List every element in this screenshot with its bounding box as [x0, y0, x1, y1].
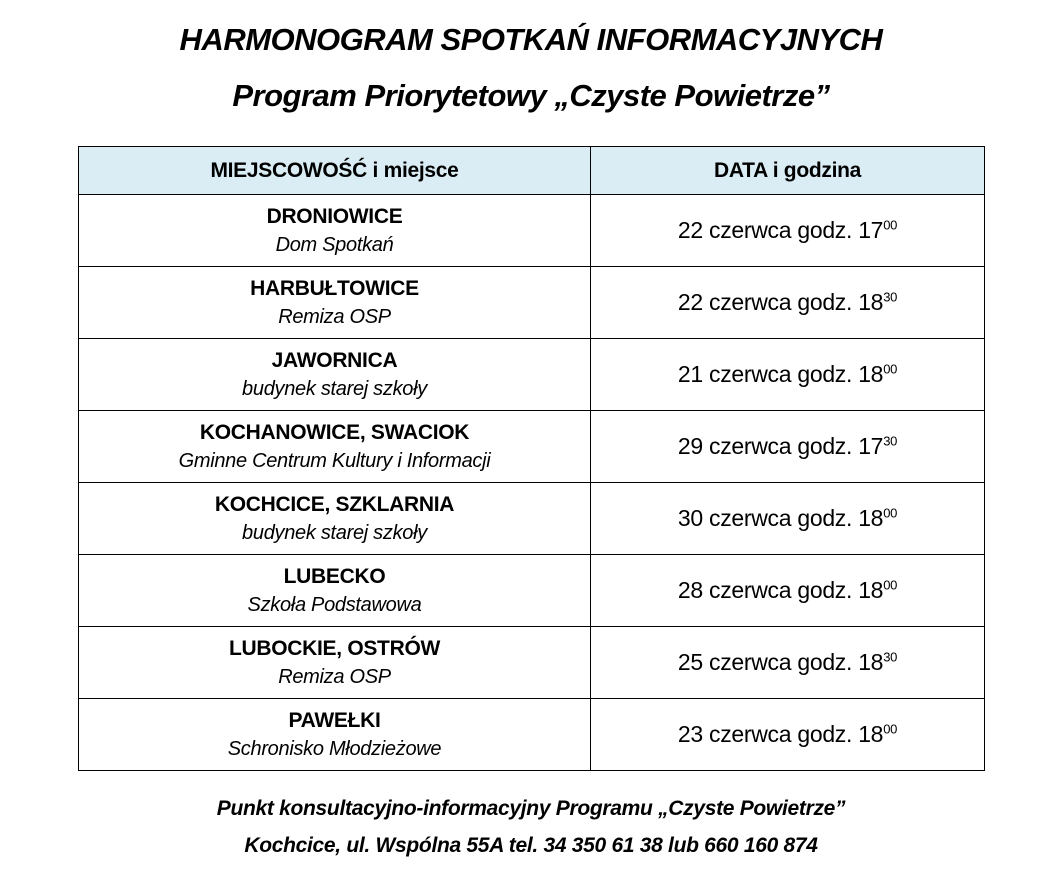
footer-contact-point: Punkt konsultacyjno-informacyjny Programu „Czyste Powietrze”: [216, 797, 846, 820]
place-name: KOCHANOWICE, SWACIOK: [199, 420, 470, 444]
minutes-superscript: 00: [883, 217, 898, 233]
table-row: [79, 483, 985, 555]
place-name: PAWEŁKI: [288, 708, 381, 732]
table-row: [79, 195, 985, 267]
meeting-datetime: 22 czerwca godz. $18^{30}$: [677, 289, 898, 315]
place-name: HARBUŁTOWICE: [250, 276, 419, 300]
minutes-superscript: 30: [883, 289, 898, 305]
table-row: [79, 627, 985, 699]
place-name: KOCHCICE, SZKLARNIA: [214, 492, 455, 516]
minutes-superscript: 00: [883, 505, 898, 521]
minutes-superscript: 00: [883, 721, 898, 737]
meeting-datetime: 21 czerwca godz. $18^{00}$: [677, 361, 898, 387]
minutes-superscript: 00: [883, 577, 898, 593]
column-header-place: MIEJSCOWOŚĆ i miejsce: [79, 147, 591, 195]
document-title: HARMONOGRAM SPOTKAŃ INFORMACYJNYCH: [179, 22, 883, 57]
table-row: [79, 267, 985, 339]
document-subtitle: Program Priorytetowy „Czyste Powietrze”: [232, 78, 830, 113]
place-name: LUBOCKIE, OSTRÓW: [228, 636, 441, 660]
place-name: DRONIOWICE: [266, 204, 403, 228]
footer-address-phone: Kochcice, ul. Wspólna 55A tel. 34 350 61 38 lub 660 160 874: [244, 834, 818, 857]
table-header-row: [79, 147, 985, 195]
meeting-datetime: 28 czerwca godz. $18^{00}$: [677, 577, 898, 603]
table-row: [79, 411, 985, 483]
minutes-superscript: 00: [883, 361, 898, 377]
meeting-datetime: 29 czerwca godz. $17^{30}$: [677, 433, 898, 459]
meeting-datetime: 22 czerwca godz. $17^{00}$: [677, 217, 898, 243]
table-row: [79, 699, 985, 771]
venue-name: Gminne Centrum Kultury i Informacji: [178, 450, 491, 473]
minutes-superscript: 30: [883, 649, 898, 665]
meeting-datetime: 23 czerwca godz. $18^{00}$: [677, 721, 898, 747]
table-row: [79, 555, 985, 627]
document-footer: [0, 797, 1062, 858]
minutes-superscript: 30: [883, 433, 898, 449]
venue-name: Schronisko Młodzieżowe: [227, 738, 442, 761]
venue-name: budynek starej szkoły: [242, 378, 427, 401]
venue-name: budynek starej szkoły: [242, 522, 427, 545]
meeting-datetime: 30 czerwca godz. $18^{00}$: [677, 505, 898, 531]
place-name: LUBECKO: [283, 564, 386, 588]
venue-name: Remiza OSP: [278, 306, 391, 329]
venue-name: Szkoła Podstawowa: [247, 594, 422, 617]
table-row: [79, 339, 985, 411]
venue-name: Remiza OSP: [278, 666, 391, 689]
column-header-date: DATA i godzina: [591, 147, 985, 195]
meeting-datetime: 25 czerwca godz. $18^{30}$: [677, 649, 898, 675]
place-name: JAWORNICA: [271, 348, 398, 372]
schedule-table: [78, 146, 985, 771]
venue-name: Dom Spotkań: [275, 234, 394, 257]
